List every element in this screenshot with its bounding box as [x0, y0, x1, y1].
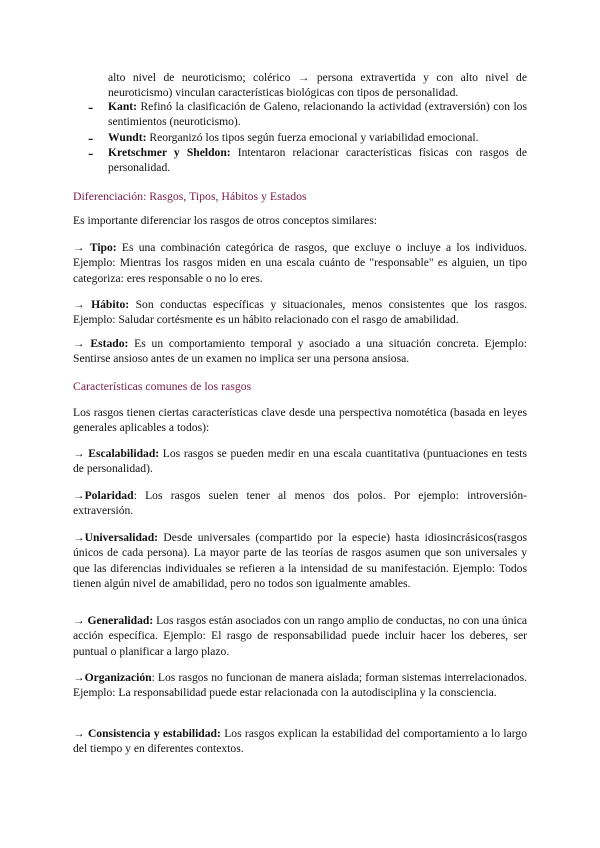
item-term: Universalidad: [84, 531, 159, 544]
item-escalabilidad: → Escalabilidad: Los rasgos se pueden medir en una escala cuantitativa (puntuaciones en tests de personalidad). [73, 447, 527, 476]
bullet-text: Wundt: Reorganizó los tipos según fuerza emocional y variabilidad emocional. [108, 131, 479, 144]
item-term: Estado: [90, 337, 129, 350]
item-term: Escalabilidad: [88, 447, 160, 460]
item-estado: → Estado: Es un comportamiento temporal y asociado a una situación concreta. Ejemplo: Sentirse ansioso antes de un examen no implica ser una persona ansiosa. [73, 337, 527, 366]
item-polaridad: →Polaridad: Los rasgos suelen tener al menos dos polos. Por ejemplo: introversión-extraversión. [73, 489, 527, 518]
bullet-dash: - [88, 130, 94, 147]
item-organizacion: →Organización: Los rasgos no funcionan de manera aislada; forman sistemas interrelacionados. Ejemplo: La responsabilidad puede estar relacionada con la autodisciplina y la consciencia. [73, 671, 527, 700]
item-term: Consistencia y estabilidad: [87, 727, 221, 740]
section-heading-caracteristicas: Características comunes de los rasgos [73, 379, 252, 393]
item-term: Polaridad [84, 489, 134, 502]
section2-intro: Los rasgos tienen ciertas características clave desde una perspectiva nomotética (basada en leyes generales aplicables a todos): [73, 406, 527, 435]
item-universalidad: →Universalidad: Desde universales (compartido por la especie) hasta idiosincrásicos(rasgos únicos de cada persona). La mayor parte de las teorías de rasgos asumen que son universales y que las diferencias individuales se refieren a la intensidad de su manifestación. Ejemplo: Todos tienen algún nivel de amabilidad, pero no todos son igualmente amables. [73, 531, 527, 591]
bullet-dash: - [88, 99, 94, 116]
item-term: Generalidad: [87, 614, 154, 627]
bullet-dash: - [88, 145, 94, 162]
section1-intro: Es importante diferenciar los rasgos de otros conceptos similares: [73, 214, 377, 227]
item-term: Hábito: [91, 298, 130, 311]
item-term: Organización [84, 671, 152, 684]
bullet-wundt [88, 130, 527, 145]
item-term: Tipo: [89, 241, 117, 254]
bullet-text: Kant: Refinó la clasificación de Galeno, relacionando la actividad (extraversión) con los sentimientos (neuroticismo). [108, 100, 527, 129]
item-habito: → Hábito: Son conductas específicas y situacionales, menos consistentes que los rasgos. Ejemplo: Saludar cortésmente es un hábito relacionado con el rasgo de amabilidad. [73, 298, 527, 327]
bullet-kretschmer-sheldon [88, 145, 527, 176]
item-tipo: → Tipo: Es una combinación categórica de rasgos, que excluye o incluye a los individuos. Ejemplo: Mientras los rasgos miden en una escala cuánto de "responsable" es alguien, un tipo categoriza: eres responsable o no lo eres. [73, 241, 527, 285]
bullet-term: Wundt: [108, 131, 147, 144]
intro-continuation: alto nivel de neuroticismo; colérico → persona extravertida y con alto nivel de neuroticismo) vinculan características biológicas con tipos de personalidad. [108, 71, 527, 100]
section-heading-diferenciacion: Diferenciación: Rasgos, Tipos, Hábitos y Estados [73, 189, 307, 203]
item-generalidad: → Generalidad: Los rasgos están asociados con un rango amplio de conductas, no con una única acción específica. Ejemplo: El rasgo de responsabilidad puede incluir hacer los deberes, ser puntual o planificar a largo plazo. [73, 614, 527, 658]
bullet-term: Kant: [108, 100, 137, 113]
bullet-kant [88, 99, 527, 130]
bullet-text: Kretschmer y Sheldon: Intentaron relacionar características físicas con rasgos de personalidad. [108, 146, 527, 175]
item-consistencia: → Consistencia y estabilidad: Los rasgos explican la estabilidad del comportamiento a lo largo del tiempo y en diferentes contextos. [73, 727, 527, 756]
bullet-term: Kretschmer y Sheldon: [108, 146, 231, 159]
